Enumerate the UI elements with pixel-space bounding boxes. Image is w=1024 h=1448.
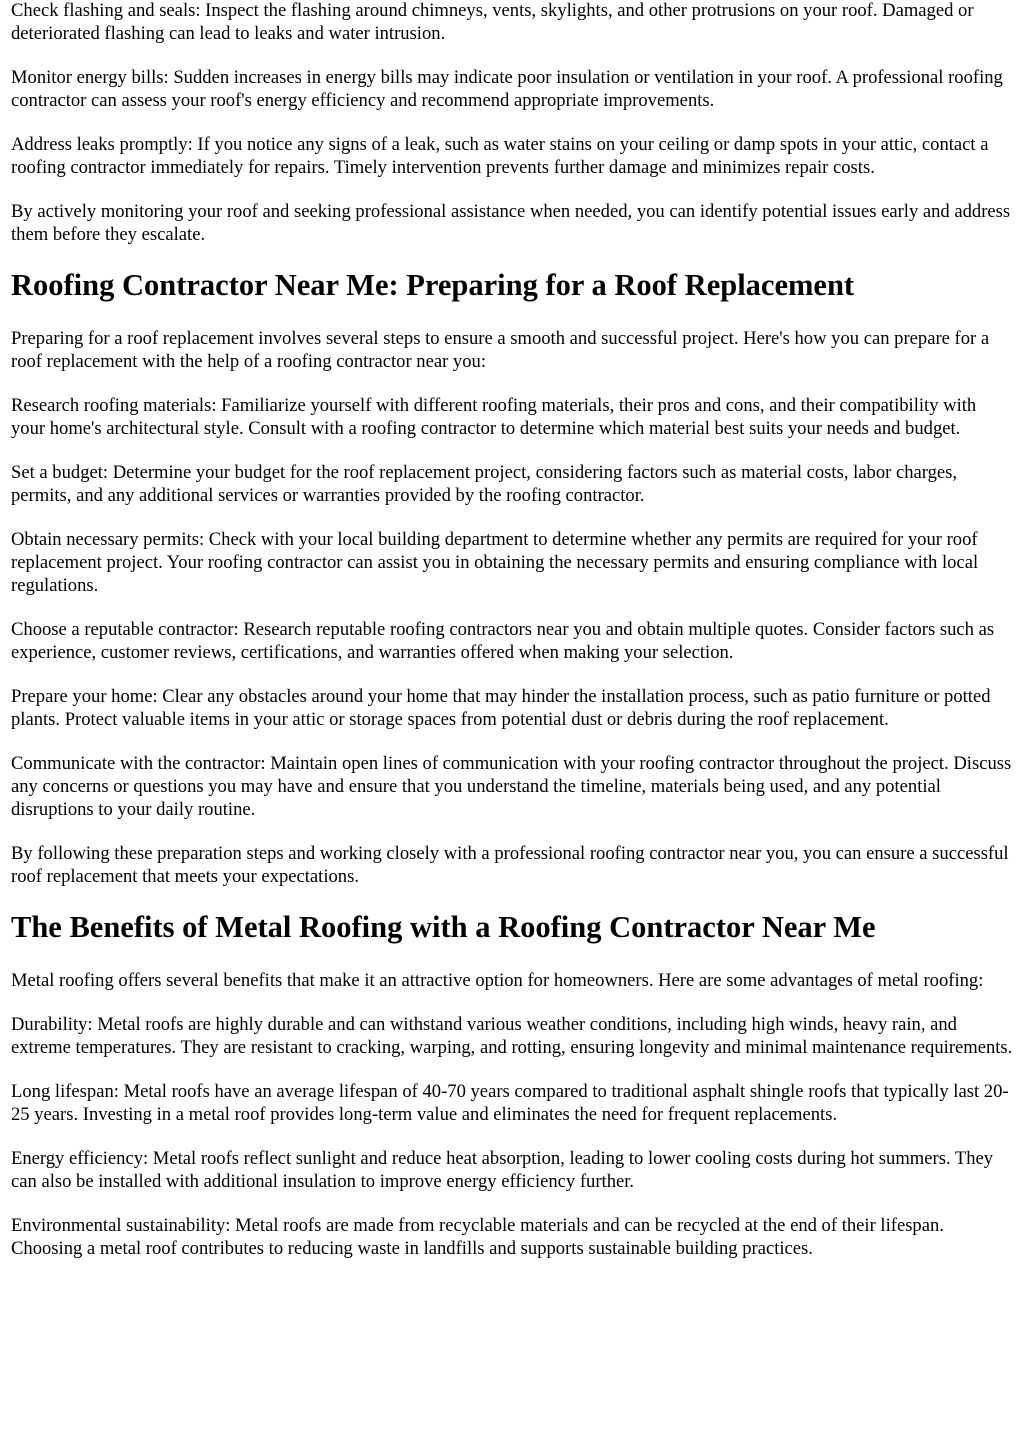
heading-metal-roofing: The Benefits of Metal Roofing with a Roofing Contractor Near Me: [11, 910, 876, 944]
section-metal-roofing: [11, 909, 1013, 1260]
paragraph-prepare-home: Prepare your home: Clear any obstacles around your home that may hinder the installation process, such as patio furniture or potted plants. Protect valuable items in your attic or storage spaces from potential dust or debris during the roof replacement.: [11, 686, 991, 730]
paragraph-obtain-permits: Obtain necessary permits: Check with your local building department to determine whether any permits are required for your roof replacement project. Your roofing contractor can assist you in obtaining the necessary permits and ensuring compliance with local regulations.: [11, 529, 979, 596]
paragraph-monitor-energy-bills: Monitor energy bills: Sudden increases in energy bills may indicate poor insulation or ventilation in your roof. A professional roofing contractor can assess your roof's energy efficiency and recommend appropriate improvements.: [11, 67, 1003, 111]
paragraph-address-leaks: Address leaks promptly: If you notice any signs of a leak, such as water stains on your ceiling or damp spots in your attic, contact a roofing contractor immediately for repairs. Timely intervention prevents further damage and minimizes repair costs.: [11, 134, 989, 178]
paragraph-energy-efficiency: Energy efficiency: Metal roofs reflect sunlight and reduce heat absorption, leading to lower cooling costs during hot summers. They can also be installed with additional insulation to improve energy efficiency further.: [11, 1148, 994, 1192]
heading-roof-replacement: Roofing Contractor Near Me: Preparing for a Roof Replacement: [11, 268, 855, 302]
paragraph-monitoring-summary: By actively monitoring your roof and seeking professional assistance when needed, you can identify potential issues early and address them before they escalate.: [11, 201, 1011, 245]
paragraph-choose-contractor: Choose a reputable contractor: Research reputable roofing contractors near you and obtain multiple quotes. Consider factors such as experience, customer reviews, certifications, and warranties offered when making your selection.: [11, 619, 995, 663]
paragraph-communicate: Communicate with the contractor: Maintain open lines of communication with your roofing contractor throughout the project. Discuss any concerns or questions you may have and ensure that you understand the timeline, materials being used, and any potential disruptions to your daily routine.: [11, 753, 1012, 820]
paragraph-durability: Durability: Metal roofs are highly durable and can withstand various weather conditions, including high winds, heavy rain, and extreme temperatures. They are resistant to cracking, warping, and rotting, ensuring longevity and minimal maintenance requirements.: [11, 1014, 1013, 1058]
paragraph-metal-intro: Metal roofing offers several benefits that make it an attractive option for homeowners. Here are some advantages of metal roofing:: [11, 970, 984, 991]
paragraph-set-budget: Set a budget: Determine your budget for the roof replacement project, considering factors such as material costs, labor charges, permits, and any additional services or warranties provided by the roofing contractor.: [11, 462, 958, 506]
section-roof-maintenance-tips: [11, 0, 1013, 246]
paragraph-environmental-sustainability: Environmental sustainability: Metal roofs are made from recyclable materials and can be recycled at the end of their lifespan. Choosing a metal roof contributes to reducing waste in landfills and supports sustainable building practices.: [11, 1215, 944, 1259]
paragraph-check-flashing: Check flashing and seals: Inspect the flashing around chimneys, vents, skylights, and other protrusions on your roof. Damaged or deteriorated flashing can lead to leaks and water intrusion.: [11, 0, 974, 44]
section-roof-replacement: [11, 267, 1013, 888]
paragraph-long-lifespan: Long lifespan: Metal roofs have an average lifespan of 40-70 years compared to traditional asphalt shingle roofs that typically last 20-25 years. Investing in a metal roof provides long-term value and eliminates the need for frequent replacements.: [11, 1081, 1009, 1125]
paragraph-replacement-summary: By following these preparation steps and working closely with a professional roofing contractor near you, you can ensure a successful roof replacement that meets your expectations.: [11, 843, 1009, 887]
paragraph-research-materials: Research roofing materials: Familiarize yourself with different roofing materials, their pros and cons, and their compatibility with your home's architectural style. Consult with a roofing contractor to determine which material best suits your needs and budget.: [11, 395, 977, 439]
paragraph-replacement-intro: Preparing for a roof replacement involves several steps to ensure a smooth and successful project. Here's how you can prepare for a roof replacement with the help of a roofing contractor near you:: [11, 328, 990, 372]
